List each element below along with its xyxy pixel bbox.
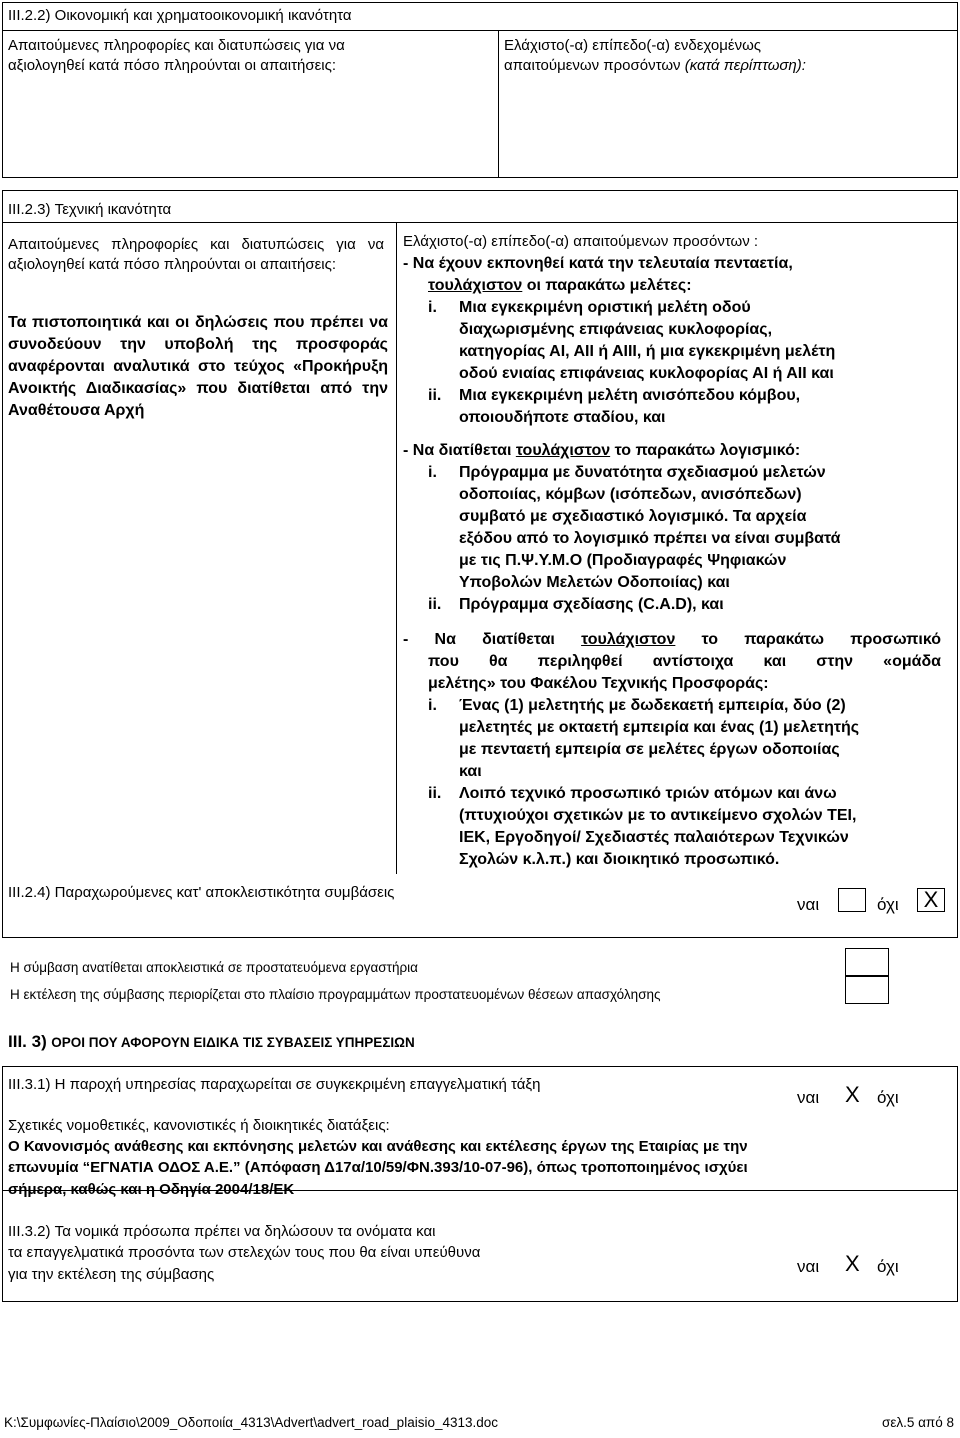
list-item-line: με πενταετή εμπειρία σε μελέτες έργων οδοποιίας	[459, 741, 840, 758]
list-item-number: ii.	[428, 785, 442, 802]
list-item-line: Μια εγκεκριμένη οριστική μελέτη οδού	[459, 299, 751, 316]
yes-mark[interactable]: X	[845, 1251, 860, 1276]
list-item-line: οποιουδήποτε σταδίου, και	[459, 409, 666, 426]
list-item-line: διαχωρισμένης επιφάνειας κυκλοφορίας,	[459, 321, 773, 338]
yes-label: ναι	[797, 1257, 820, 1276]
yes-label: ναι	[797, 895, 820, 914]
section-2-2-heading: III.2.2) Οικονομική και χρηματοοικονομική ικανότητα	[8, 7, 352, 24]
list-item-line: οδού ενιαίας επιφάνειας κυκλοφορίας ΑΙ ή ΑΙΙ και	[459, 365, 834, 382]
section-2-4-heading: III.2.4) Παραχωρούμενες κατ' αποκλειστικότητα συμβάσεις	[8, 884, 395, 901]
section-3-2-line3: για την εκτέλεση της σύμβασης	[8, 1266, 215, 1283]
list-item-line: συμβατό με σχεδιαστικό λογισμικό. Τα αρχεία	[459, 508, 807, 525]
technical-left-bold-text: Τα πιστοποιητικά και οι δηλώσεις που πρέπει να συνοδεύουν την υποβολή της προσφοράς αναφέρονται αναλυτικά στο τεύχος «Προκήρυξη Ανοικτής Διαδικασίας» που διατίθεται από την Αναθέτουσα Αρχή	[8, 314, 388, 419]
personnel-requirement-line3: μελέτης» του Φακέλου Τεχνικής Προσφοράς:	[428, 675, 769, 692]
yes-mark[interactable]: X	[845, 1082, 860, 1107]
no-label: όχι	[877, 1257, 899, 1276]
list-item-line: Μια εγκεκριμένη μελέτη ανισόπεδου κόμβου,	[459, 387, 801, 404]
no-label: όχι	[877, 895, 899, 914]
list-item-line: (πτυχιούχοι σχετικών με το αντικείμενο σχολών ΤΕΙ,	[459, 807, 857, 824]
sheltered-workshops-checkbox[interactable]	[845, 948, 889, 976]
divider	[498, 30, 499, 178]
divider	[396, 222, 397, 874]
list-item-number: ii.	[428, 387, 442, 404]
technical-left-label: Απαιτούμενες πληροφορίες και διατυπώσεις για να αξιολογηθεί κατά πόσο πληρούνται οι απαιτήσεις:	[8, 236, 384, 273]
section-3-1-label: III.3.1) Η παροχή υπηρεσίας παραχωρείται σε συγκεκριμένη επαγγελματική τάξη	[8, 1076, 541, 1093]
footer-page-number: σελ.5 από 8	[882, 1415, 954, 1430]
list-item-line: Σχολών κ.λ.π.) και διοικητικό προσωπικό.	[459, 851, 780, 868]
studies-requirement-line1: - Να έχουν εκπονηθεί κατά την τελευταία πενταετία,	[403, 255, 793, 272]
section-3-heading: III. 3) ΟΡΟΙ ΠΟΥ ΑΦΟΡΟΥΝ ΕΙΔΙΚΑ ΤΙΣ ΣΥΒΑΣΕΙΣ ΥΠΗΡΕΣΙΩΝ	[8, 1032, 415, 1051]
list-item-number: ii.	[428, 596, 442, 613]
studies-requirement-line2: τουλάχιστον οι παρακάτω μελέτες:	[428, 277, 692, 294]
sheltered-employment-line: Η εκτέλεση της σύμβασης περιορίζεται στο πλαίσιο προγραμμάτων προστατευομένων θέσεων απασχόλησης	[10, 987, 661, 1002]
personnel-requirement-line2: που θα περιληφθεί αντίστοιχα και στην «ομάδα	[428, 653, 941, 670]
footer-file-path: K:\Συμφωνίες-Πλαίσιο\2009_Οδοποιία_4313\Advert\advert_road_plaisio_4313.doc	[4, 1415, 499, 1430]
section-2-3-heading: III.2.3) Τεχνική ικανότητα	[8, 201, 172, 218]
provisions-line3: σήμερα, καθώς και η Οδηγία 2004/18/ΕΚ	[8, 1181, 295, 1198]
list-item-number: i.	[428, 299, 437, 316]
list-item-number: i.	[428, 464, 437, 481]
list-item-line: Υποβολών Μελετών Οδοποιίας) και	[459, 574, 730, 591]
provisions-line2: επωνυμία “ΕΓΝΑΤΙΑ ΟΔΟΣ Α.Ε.” (Απόφαση Δ17α/10/59/ΦΝ.393/10-07-96), όπως τροποποιημένος ισχύει	[8, 1159, 748, 1176]
list-item-line: Λοιπό τεχνικό προσωπικό τριών ατόμων και άνω	[459, 785, 837, 802]
list-item-line: μελετητές με οκταετή εμπειρία και ένας (1) μελετητής	[459, 719, 860, 736]
financial-left-label: Απαιτούμενες πληροφορίες και διατυπώσεις για να αξιολογηθεί κατά πόσο πληρούνται οι απαιτήσεις:	[8, 37, 345, 74]
list-item-line: με τις Π.Ψ.Υ.Μ.Ο (Προδιαγραφές Ψηφιακών	[459, 552, 787, 569]
list-item-line: κατηγορίας ΑΙ, ΑΙΙ ή ΑΙΙΙ, ή μια εγκεκριμένη μελέτη	[459, 343, 836, 360]
no-checkbox-checked[interactable]: X	[917, 888, 945, 912]
technical-right-label: Ελάχιστο(-α) επίπεδο(-α) απαιτούμενων προσόντων :	[403, 233, 759, 250]
list-item-number: i.	[428, 697, 437, 714]
yes-checkbox[interactable]	[838, 888, 866, 912]
list-item-line: Ένας (1) μελετητής με δωδεκαετή εμπειρία, δύο (2)	[459, 697, 846, 714]
section-3-2-line2: τα επαγγελματικά προσόντα των στελεχών τους που θα είναι υπεύθυνα	[8, 1244, 481, 1261]
list-item-line: οδοποιίας, κόμβων (ισόπεδων, ανισόπεδων)	[459, 486, 802, 503]
list-item-line: Πρόγραμμα με δυνατότητα σχεδιασμού μελετών	[459, 464, 826, 481]
provisions-line1: Ο Κανονισμός ανάθεσης και εκπόνησης μελετών και ανάθεσης και εκτέλεσης έργων της Εταιρίας με την	[8, 1138, 748, 1155]
section-2-2-frame	[2, 2, 958, 178]
divider	[2, 222, 958, 223]
list-item-line: Πρόγραμμα σχεδίασης (C.A.D), και	[459, 596, 724, 613]
yes-label: ναι	[797, 1088, 820, 1107]
financial-right-label: Ελάχιστο(-α) επίπεδο(-α) ενδεχομένως απαιτούμενων προσόντων (κατά περίπτωση):	[504, 37, 806, 74]
section-3-2-line1: III.3.2) Τα νομικά πρόσωπα πρέπει να δηλώσουν τα ονόματα και	[8, 1223, 436, 1240]
list-item-line: και	[459, 763, 482, 780]
sheltered-employment-checkbox[interactable]	[845, 976, 889, 1004]
provisions-label: Σχετικές νομοθετικές, κανονιστικές ή διοικητικές διατάξεις:	[8, 1117, 390, 1134]
software-requirement: - Να διατίθεται τουλάχιστον το παρακάτω λογισμικό:	[403, 442, 801, 459]
personnel-requirement-line1: - Να διατίθεται τουλάχιστον το παρακάτω προσωπικό	[403, 631, 941, 648]
no-label: όχι	[877, 1088, 899, 1107]
list-item-line: εξόδου από το λογισμικό πρέπει να είναι συμβατά	[459, 530, 841, 547]
list-item-line: ΙΕΚ, Εργοδηγοί/ Σχεδιαστές παλαιότερων Τεχνικών	[459, 829, 849, 846]
divider	[2, 30, 958, 31]
sheltered-workshops-line: Η σύμβαση ανατίθεται αποκλειστικά σε προστατευόμενα εργαστήρια	[10, 960, 418, 975]
